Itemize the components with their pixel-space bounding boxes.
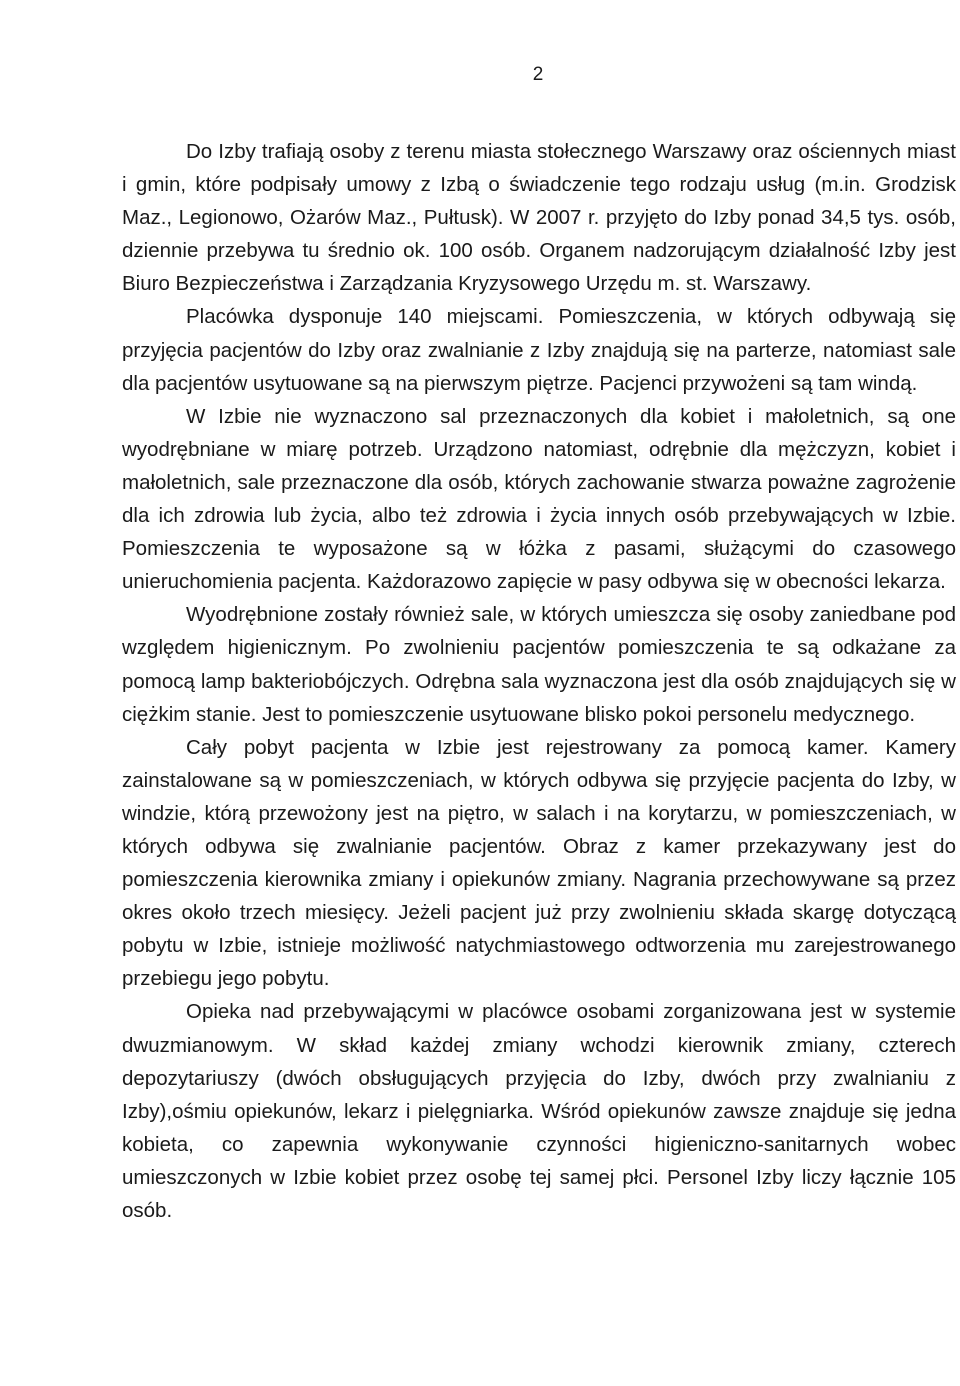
document-body: [122, 135, 956, 1227]
paragraph-staff: Opieka nad przebywającymi w placówce osobami zorganizowana jest w systemie dwuzmianowym. W skład każdej zmiany wchodzi kierownik zmiany, czterech depozytariuszy (dwóch obsługujących przyjęcia do Izby, dwóch przy zwalnianiu z Izby),ośmiu opiekunów, lekarz i pielęgniarka. Wśród opiekunów zawsze znajduje się jedna kobieta, co zapewnia wykonywanie czynności higieniczno-sanitarnych wobec umieszczonych w Izbie kobiet przez osobę tej samej płci. Personel Izby liczy łącznie 105 osób.: [122, 1000, 956, 1222]
paragraph-capacity: Placówka dysponuje 140 miejscami. Pomieszczenia, w których odbywają się przyjęcia pacjentów do Izby oraz zwalnianie z Izby znajdują się na parterze, natomiast sale dla pacjentów usytuowane są na pierwszym piętrze. Pacjenci przywożeni są tam windą.: [122, 305, 956, 395]
paragraph-hygiene-rooms: Wyodrębnione zostały również sale, w których umieszcza się osoby zaniedbane pod względem higienicznym. Po zwolnieniu pacjentów pomieszczenia te są odkażane za pomocą lamp bakteriobójczych. Odrębna sala wyznaczona jest dla osób znajdujących się w ciężkim stanie. Jest to pomieszczenie usytuowane blisko pokoi personelu medycznego.: [122, 603, 956, 726]
paragraph-cameras: Cały pobyt pacjenta w Izbie jest rejestrowany za pomocą kamer. Kamery zainstalowane są w pomieszczeniach, w których odbywa się przyjęcie pacjenta do Izby, w windzie, którą przewożony jest na piętro, w salach i na korytarzu, w pomieszczeniach, w których odbywa się zwalnianie pacjentów. Obraz z kamer przekazywany jest do pomieszczenia kierownika zmiany i opiekunów zmiany. Nagrania przechowywane są przez okres około trzech miesięcy. Jeżeli pacjent już przy zwolnieniu składa skargę dotyczącą pobytu w Izbie, istnieje możliwość natychmiastowego odtworzenia mu zarejestrowanego przebiegu jego pobytu.: [122, 735, 956, 991]
paragraph-rooms: W Izbie nie wyznaczono sal przeznaczonych dla kobiet i małoletnich, są one wyodrębniane w miarę potrzeb. Urządzono natomiast, odrębnie dla mężczyzn, kobiet i małoletnich, sale przeznaczone dla osób, których zachowanie stwarza poważne zagrożenie dla ich zdrowia lub życia, albo też zdrowia i życia innych osób przebywających w Izbie. Pomieszczenia te wyposażone są w łóżka z pasami, służącymi do czasowego unieruchomienia pacjenta. Każdorazowo zapięcie w pasy odbywa się w obecności lekarza.: [122, 404, 956, 594]
page-number: 2: [532, 64, 544, 85]
paragraph-intro: Do Izby trafiają osoby z terenu miasta stołecznego Warszawy oraz ościennych miast i gmin, które podpisały umowy z Izbą o świadczenie tego rodzaju usług (m.in. Grodzisk Maz., Legionowo, Ożarów Maz., Pułtusk). W 2007 r. przyjęto do Izby ponad 34,5 tys. osób, dziennie przebywa tu średnio ok. 100 osób. Organem nadzorującym działalność Izby jest Biuro Bezpieczeństwa i Zarządzania Kryzysowego Urzędu m. st. Warszawy.: [122, 140, 956, 296]
